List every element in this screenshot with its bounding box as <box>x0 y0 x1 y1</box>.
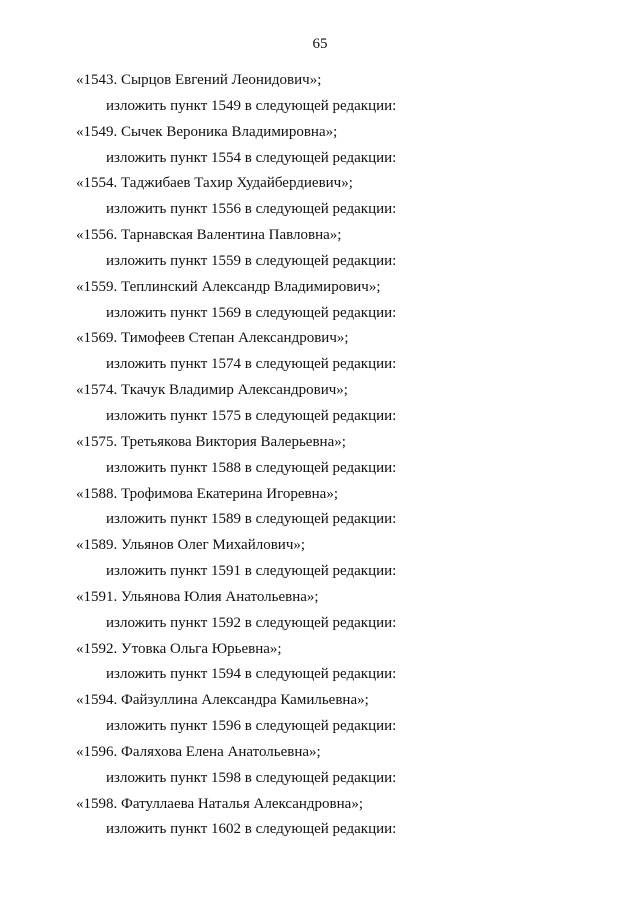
amendment-instruction: изложить пункт 1554 в следующей редакции: <box>106 149 397 166</box>
list-entry: «1559. Теплинский Александр Владимирович»; <box>76 278 381 295</box>
amendment-instruction: изложить пункт 1591 в следующей редакции: <box>106 563 397 580</box>
list-entry: «1569. Тимофеев Степан Александрович»; <box>76 330 349 347</box>
amendment-instruction: изложить пункт 1596 в следующей редакции: <box>106 718 397 735</box>
amendment-instruction: изложить пункт 1575 в следующей редакции: <box>106 407 397 424</box>
list-entry: «1589. Ульянов Олег Михайлович»; <box>76 537 306 554</box>
amendment-instruction: изложить пункт 1556 в следующей редакции: <box>106 201 397 218</box>
amendment-instruction: изложить пункт 1598 в следующей редакции: <box>106 769 397 786</box>
amendment-instruction: изложить пункт 1559 в следующей редакции: <box>106 252 397 269</box>
list-entry: «1575. Третьякова Виктория Валерьевна»; <box>76 433 346 450</box>
amendment-instruction: изложить пункт 1602 в следующей редакции: <box>106 821 397 838</box>
list-entry: «1588. Трофимова Екатерина Игоревна»; <box>76 485 338 502</box>
amendment-instruction: изложить пункт 1594 в следующей редакции: <box>106 666 397 683</box>
amendment-instruction: изложить пункт 1592 в следующей редакции: <box>106 614 397 631</box>
list-entry: «1594. Файзуллина Александра Камильевна»; <box>76 692 369 709</box>
list-entry: «1543. Сырцов Евгений Леонидович»; <box>76 72 322 88</box>
list-entry: «1598. Фатуллаева Наталья Александровна»; <box>76 795 363 812</box>
list-entry: «1574. Ткачук Владимир Александрович»; <box>76 382 348 399</box>
list-entry: «1596. Фаляхова Елена Анатольевна»; <box>76 743 321 760</box>
amendment-instruction: изложить пункт 1574 в следующей редакции: <box>106 356 397 373</box>
amendment-instruction: изложить пункт 1588 в следующей редакции: <box>106 459 397 476</box>
list-entry: «1556. Тарнавская Валентина Павловна»; <box>76 227 342 244</box>
list-entry: «1592. Утовка Ольга Юрьевна»; <box>76 640 282 657</box>
list-entry: «1591. Ульянова Юлия Анатольевна»; <box>76 588 319 605</box>
page-number: 65 <box>312 36 328 52</box>
amendment-instruction: изложить пункт 1549 в следующей редакции: <box>106 97 397 114</box>
amendment-instruction: изложить пункт 1589 в следующей редакции: <box>106 511 397 528</box>
list-entry: «1554. Таджибаев Тахир Худайбердиевич»; <box>76 175 353 192</box>
document-body <box>0 68 640 843</box>
amendment-instruction: изложить пункт 1569 в следующей редакции: <box>106 304 397 321</box>
list-entry: «1549. Сычек Вероника Владимировна»; <box>76 123 338 140</box>
